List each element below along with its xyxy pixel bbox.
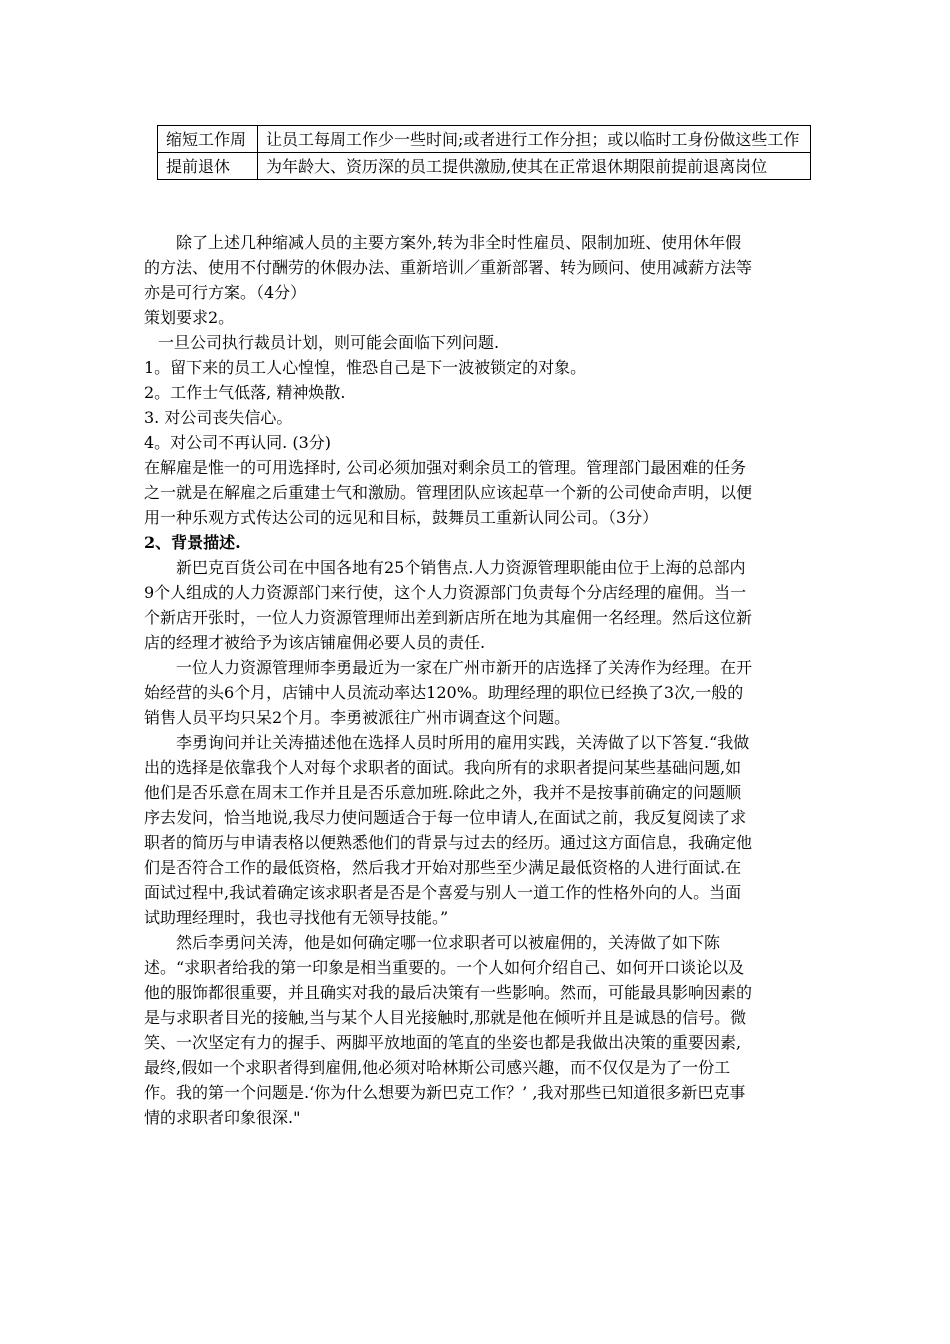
list-item: 2。工作士气低落, 精神焕散. [144,383,346,402]
paragraph-intro: 一旦公司执行裁员计划，则可能会面临下列问题. [158,333,500,352]
option-term: 缩短工作周 [158,126,258,153]
option-description: 让员工每周工作少一些时间;或者进行工作分担；或以临时工身份做这些工作 [258,126,811,153]
paragraph-background-3: 李勇询问并让关涛描述他在选择人员时所用的雇用实践，关涛做了以下答复.“我做出的选择是依靠我个人对每个求职者的面试。我向所有的求职者提问某些基础问题,如他们是否乐意在周末工作并且是否乐意加班.除此之外，我并不是按事前确定的问题顺序去发问，恰当地说,我尽力使问题适合于每一位申请人,在面试之前，我反复阅读了求职者的简历与申请表格以便熟悉他们的背景与过去的经历。通过这方面信息，我确定他们是否符合工作的最低资格，然后我才开始对那些至少满足最低资格的人进行面试.在面试过程中,我试着确定该求职者是否是个喜爱与别人一道工作的性格外向的人。当面试助理经理时，我也寻找他有无领导技能。” [144,733,753,927]
plan-requirement-label: 策划要求2。 [144,308,235,327]
table-row [158,126,811,153]
paragraph-background-1: 新巴克百货公司在中国各地有25个销售点.人力资源管理职能由位于上海的总部内9个人组成的人力资源部门来行使，这个人力资源部门负责每个分店经理的雇佣。当一个新店开张时，一位人力资源管理师出差到新店所在地为其雇佣一名经理。然后这位新店的经理才被给予为该店铺雇佣必要人员的责任. [144,558,753,652]
list-item: 3. 对公司丧失信心。 [144,408,293,427]
option-description: 为年龄大、资历深的员工提供激励,使其在正常退休期限前提前退离岗位 [258,153,811,180]
section-heading: 2、背景描述. [144,533,241,552]
paragraph-management: 在解雇是惟一的可用选择时, 公司必须加强对剩余员工的管理。管理部门最困难的任务之一就是在解雇之后重建士气和激励。管理团队应该起草一个新的公司使命声明，以便用一种乐观方式传达公司的远见和目标，鼓舞员工重新认同公司。（3分） [144,458,753,527]
option-term: 提前退休 [158,153,258,180]
table-row [158,153,811,180]
paragraph-background-4: 然后李勇问关涛，他是如何确定哪一位求职者可以被雇佣的，关涛做了如下陈述。“求职者给我的第一印象是相当重要的。一个人如何介绍自己、如何开口谈论以及他的服饰都很重要，并且确实对我的最后决策有一些影响。然而，可能最具影响因素的是与求职者目光的接触,当与某个人目光接触时,那就是他在倾听并且是诚恳的信号。微笑、一次坚定有力的握手、两脚平放地面的笔直的坐姿也都是我做出决策的重要因素,最终,假如一个求职者得到雇佣,他必须对哈林斯公司感兴趣，而不仅仅是为了一份工作。我的第一个问题是.‘你为什么想要为新巴克工作？’ ,我对那些已知道很多新巴克事情的求职者印象很深." [144,933,753,1127]
paragraph-background-2: 一位人力资源管理师李勇最近为一家在广州市新开的店选择了关涛作为经理。在开始经营的头6个月，店铺中人员流动率达120%。助理经理的职位已经换了3次,一般的销售人员平均只呆2个月。李勇被派往广州市调查这个问题。 [144,658,753,727]
list-item: 1。留下来的员工人心惶惶，惟恐自己是下一波被锁定的对象。 [144,358,587,377]
list-item: 4。对公司不再认同. (3分) [144,433,332,452]
downsizing-options-table [157,125,811,180]
paragraph-alternatives: 除了上述几种缩减人员的主要方案外,转为非全时性雇员、限制加班、使用休年假的方法、使用不付酬劳的休假办法、重新培训／重新部署、转为顾问、使用减薪方法等亦是可行方案。（4分） [144,233,753,302]
document-body [144,230,754,1130]
